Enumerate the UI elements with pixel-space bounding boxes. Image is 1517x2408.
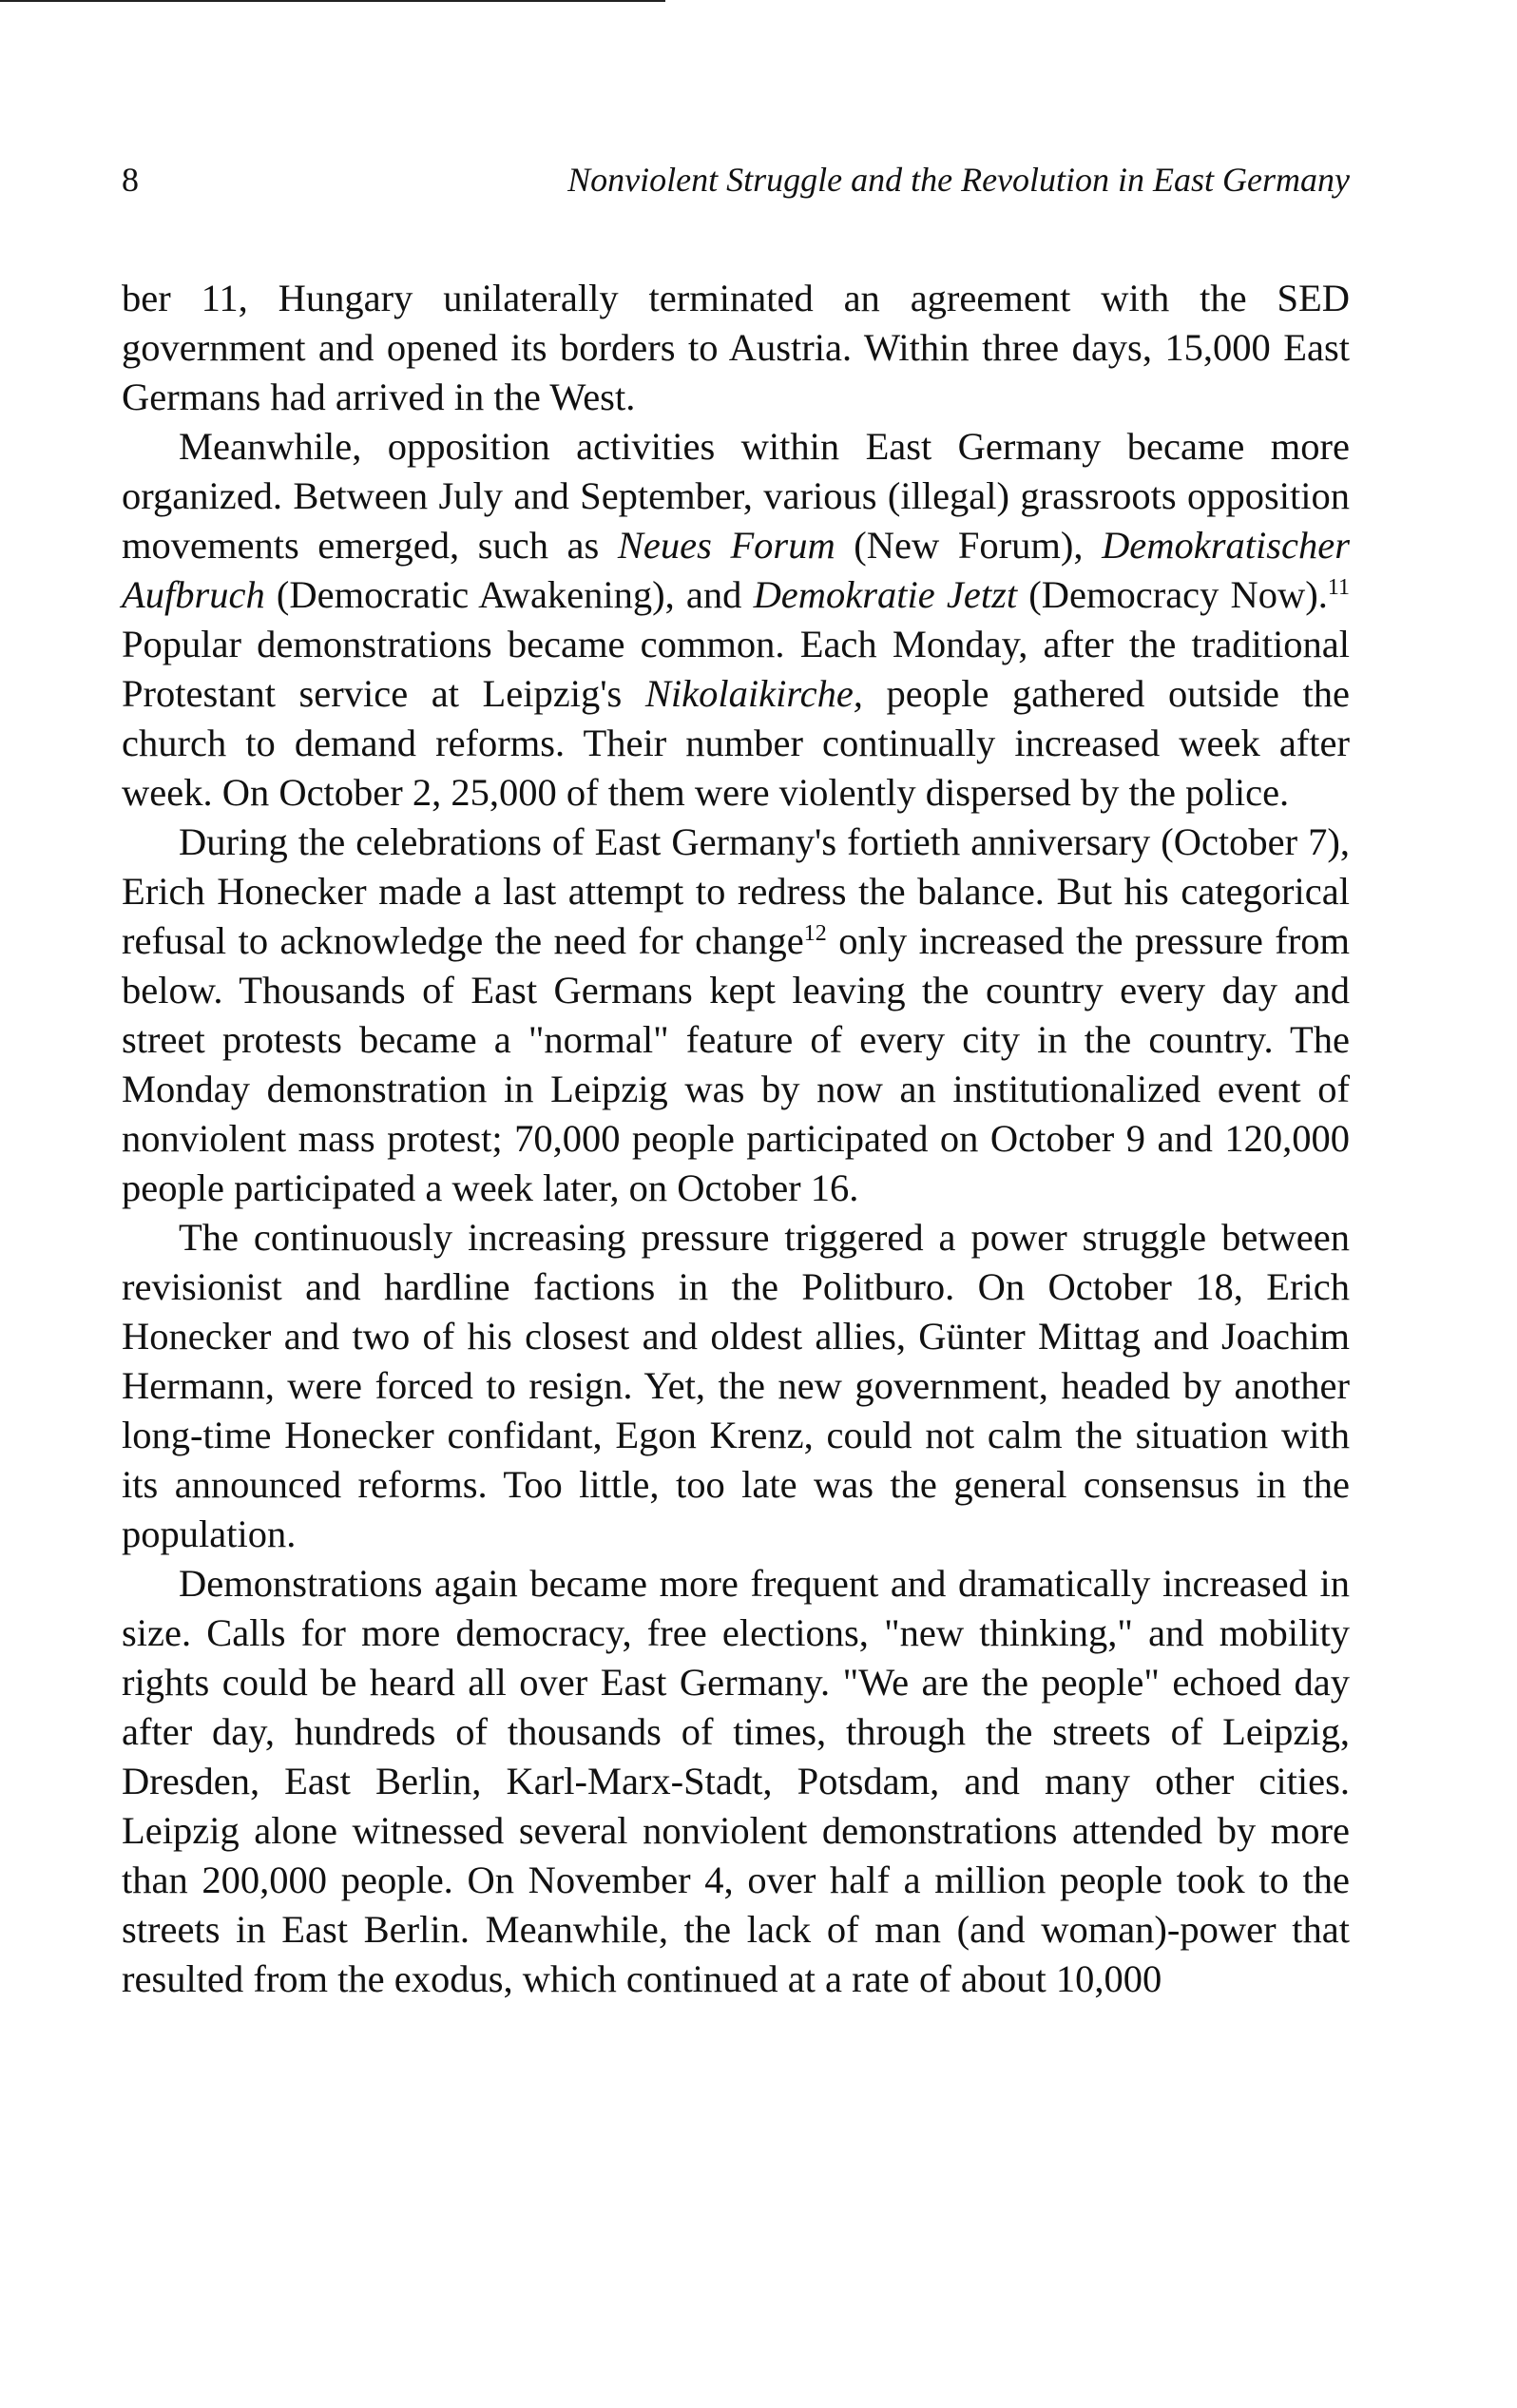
paragraph-1-text: ber 11, Hungary unilaterally terminated an agreement with the SED government and opened its borders to Austria. Within three days, 15,000 East Germans had arrived in the West.	[122, 277, 1350, 418]
paragraph-2-part-e: Popular demonstrations became common. Each Monday, after the traditional Protestant service at Leipzig's	[122, 623, 1350, 715]
paragraph-2-italic-demokratischer-aufbruch: Demokratischer Aufbruch	[122, 524, 1350, 616]
page-header	[122, 160, 1350, 207]
paragraph-2-italic-nikolaikirche: Nikolaikirche,	[644, 672, 863, 715]
paragraph-2-italic-neues-forum: Neues Forum	[617, 524, 835, 567]
paragraph-4	[122, 1213, 1350, 1559]
paragraph-5-text: Demonstrations again became more frequent and dramatically increased in size. Calls for more democracy, free elections, "new thinking," and mobility rights could be heard all over East Germany. "We are the people" echoed day after day, hundreds of thousands of times, through the streets of Leipzig, Dresden, East Berlin, Karl-Marx-Stadt, Potsdam, and many other cities. Leipzig alone witnessed several nonviolent demonstrations attended by more than 200,000 people. On November 4, over half a million people took to the streets in East Berlin. Meanwhile, the lack of man (and woman)-power that resulted from the exodus, which continued at a rate of about 10,000	[122, 1562, 1350, 2000]
paragraph-4-text: The continuously increasing pressure triggered a power struggle between revisionist and hardline factions in the Politburo. On October 18, Erich Honecker and two of his closest and oldest allies, Günter Mittag and Joachim Hermann, were forced to resign. Yet, the new government, headed by another long-time Honecker confidant, Egon Krenz, could not calm the situation with its announced reforms. Too little, too late was the general consensus in the population.	[122, 1216, 1350, 1555]
paragraph-3-part-b: only increased the pressure from below. Thousands of East Germans kept leaving the country every day and street protests became a "normal" feature of every city in the country. The Monday demonstration in Leipzig was by now an institutionalized event of nonviolent mass protest; 70,000 people participated on October 9 and 120,000 people participated a week later, on October 16.	[122, 919, 1350, 1209]
paragraph-2-part-c: (Democratic Awakening), and	[264, 573, 754, 616]
page-number: 8	[122, 161, 139, 199]
paragraph-3	[122, 818, 1350, 1213]
paragraph-2-italic-demokratie-jetzt: Demokratie Jetzt	[753, 573, 1018, 616]
footnote-marker-11: 11	[1327, 575, 1351, 600]
page-top-rule	[0, 0, 665, 2]
paragraph-2-part-a: Meanwhile, opposition activities within East Germany became more organized. Between July and September, various (illegal) grassroots opposition movements emerged, such as	[122, 425, 1350, 567]
paragraph-3-part-a: During the celebrations of East Germany's fortieth anniversary (October 7), Erich Honecker made a last attempt to redress the balance. But his categorical refusal to acknowledge the need for change	[122, 820, 1350, 962]
paragraph-1	[122, 274, 1350, 422]
paragraph-2-part-f: people gathered outside the church to demand reforms. Their number continually increased week after week. On October 2, 25,000 of them were violently dispersed by the police.	[122, 672, 1351, 814]
footnote-marker-12: 12	[803, 921, 827, 946]
body-text	[122, 274, 1350, 2004]
paragraph-2	[122, 422, 1350, 818]
paragraph-2-part-d: (Democracy Now).	[1017, 573, 1328, 616]
running-title: Nonviolent Struggle and the Revolution in East Germany	[567, 161, 1350, 199]
paragraph-5	[122, 1559, 1350, 2004]
paragraph-2-part-b: (New Forum),	[835, 524, 1103, 567]
